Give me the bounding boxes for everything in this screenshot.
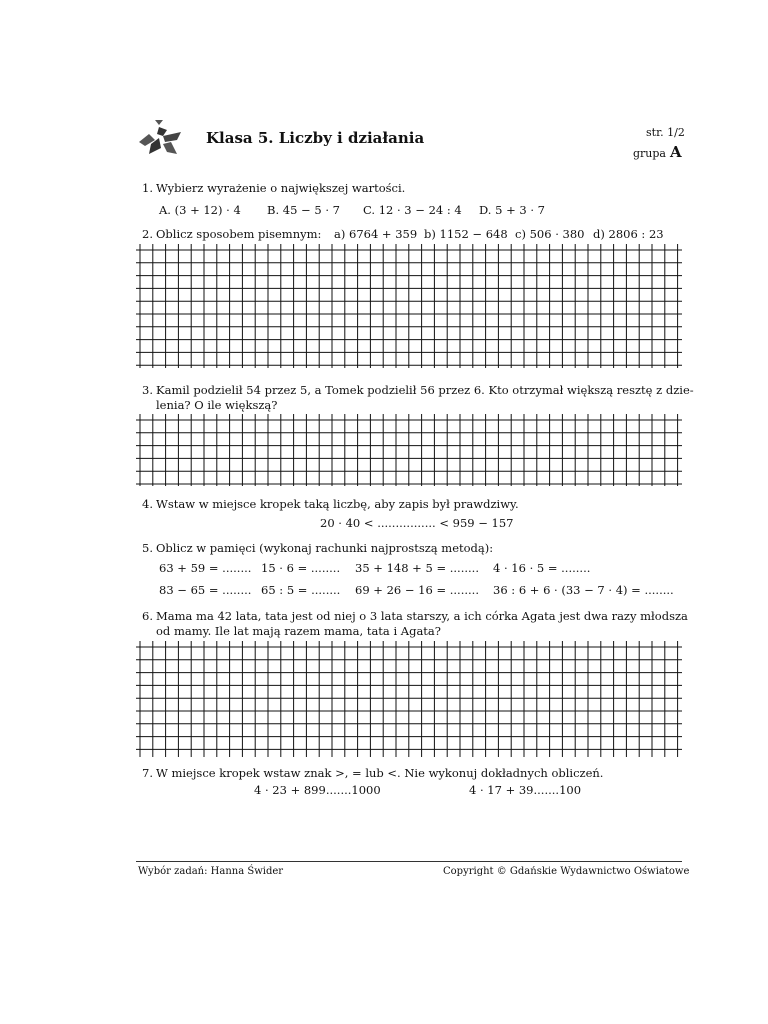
question-number: 2. (142, 227, 153, 241)
answer-blank[interactable]: ....... (325, 783, 352, 797)
footer-author: Wybór zadań: Hanna Świder (138, 866, 284, 877)
calc-item: 65 : 5 = ........ (261, 583, 341, 597)
answer-grid[interactable] (136, 641, 682, 757)
question-number: 4. (142, 497, 153, 511)
question-4-expression (320, 516, 520, 531)
calc-item: 83 − 65 = ........ (159, 583, 252, 597)
expression-left: 4 · 17 + 39 (469, 783, 534, 797)
publisher-logo-icon (137, 118, 183, 156)
question-number: 7. (142, 766, 153, 780)
answer-blank[interactable]: ........ (222, 561, 252, 575)
calc-item: 69 + 26 − 16 = ........ (355, 583, 479, 597)
option-a: A. (3 + 12) · 4 (159, 203, 241, 217)
question-5 (142, 541, 682, 556)
question-5-row-1 (159, 561, 679, 576)
expression-right: < 959 − 157 (439, 516, 514, 530)
answer-blank[interactable]: ................ (377, 516, 436, 530)
calc-item: 15 · 6 = ........ (261, 561, 341, 575)
question-text-line-2: lenia? O ile większą? (156, 398, 278, 412)
footer-copyright: Copyright © Gdańskie Wydawnictwo Oświatowe (443, 866, 690, 877)
option-d: D. 5 + 3 · 7 (479, 203, 545, 217)
answer-blank[interactable]: ........ (311, 583, 341, 597)
option-c: C. 12 · 3 − 24 : 4 (363, 203, 462, 217)
page-title: Klasa 5. Liczby i działania (206, 129, 425, 147)
group-letter: A (669, 143, 682, 161)
question-3 (142, 383, 694, 413)
expression-left: 20 · 40 < (320, 516, 374, 530)
question-text: Oblicz w pamięci (wykonaj rachunki najprostszą metodą): (156, 541, 494, 555)
question-text-line-1: Mama ma 42 lata, tata jest od niej o 3 lata starszy, a ich córka Agata jest dwa razy młodsza (156, 609, 688, 623)
question-number: 5. (142, 541, 153, 555)
answer-grid[interactable] (136, 414, 682, 486)
answer-blank[interactable]: ........ (449, 561, 479, 575)
question-text: Oblicz sposobem pisemnym: (156, 227, 322, 241)
question-7-expression-1 (254, 783, 414, 798)
question-6 (142, 609, 688, 639)
footer-divider (136, 861, 682, 862)
option-b: B. 45 − 5 · 7 (267, 203, 340, 217)
answer-blank[interactable]: ........ (449, 583, 479, 597)
question-number: 6. (142, 609, 153, 623)
calc-item: 63 + 59 = ........ (159, 561, 252, 575)
question-text: W miejsce kropek wstaw znak >, = lub <. Nie wykonuj dokładnych obliczeń. (156, 766, 604, 780)
question-1 (142, 181, 682, 196)
question-7-expression-2 (469, 783, 629, 798)
question-text-line-1: Kamil podzielił 54 przez 5, a Tomek podzielił 56 przez 6. Kto otrzymał większą resztę z dzie- (156, 383, 694, 397)
page-number: str. 1/2 (646, 126, 685, 139)
answer-blank[interactable]: ....... (533, 783, 560, 797)
question-4 (142, 497, 682, 512)
calc-item: 4 · 16 · 5 = ........ (493, 561, 591, 575)
calc-item: 35 + 148 + 5 = ........ (355, 561, 479, 575)
calc-item: 36 : 6 + 6 · (33 − 7 · 4) = ........ (493, 583, 674, 597)
question-1-options (159, 203, 679, 218)
answer-blank[interactable]: ........ (561, 561, 591, 575)
part-a: a) 6764 + 359 (334, 227, 418, 241)
answer-grid[interactable] (136, 244, 682, 368)
question-2 (142, 227, 682, 242)
answer-blank[interactable]: ........ (222, 583, 252, 597)
question-text: Wstaw w miejsce kropek taką liczbę, aby zapis był prawdziwy. (156, 497, 519, 511)
expression-right: 100 (559, 783, 582, 797)
expression-right: 1000 (351, 783, 381, 797)
question-text: Wybierz wyrażenie o największej wartości. (156, 181, 406, 195)
question-number: 1. (142, 181, 153, 195)
answer-blank[interactable]: ........ (310, 561, 341, 575)
part-c: c) 506 · 380 (515, 227, 585, 241)
part-d: d) 2806 : 23 (593, 227, 664, 241)
part-b: b) 1152 − 648 (424, 227, 508, 241)
question-number: 3. (142, 383, 153, 397)
question-7 (142, 766, 682, 781)
answer-blank[interactable]: ........ (644, 583, 674, 597)
question-text-line-2: od mamy. Ile lat mają razem mama, tata i Agata? (156, 624, 441, 638)
group-text: grupa (633, 147, 666, 160)
expression-left: 4 · 23 + 899 (254, 783, 326, 797)
question-5-row-2 (159, 583, 679, 598)
group-label (633, 143, 682, 161)
